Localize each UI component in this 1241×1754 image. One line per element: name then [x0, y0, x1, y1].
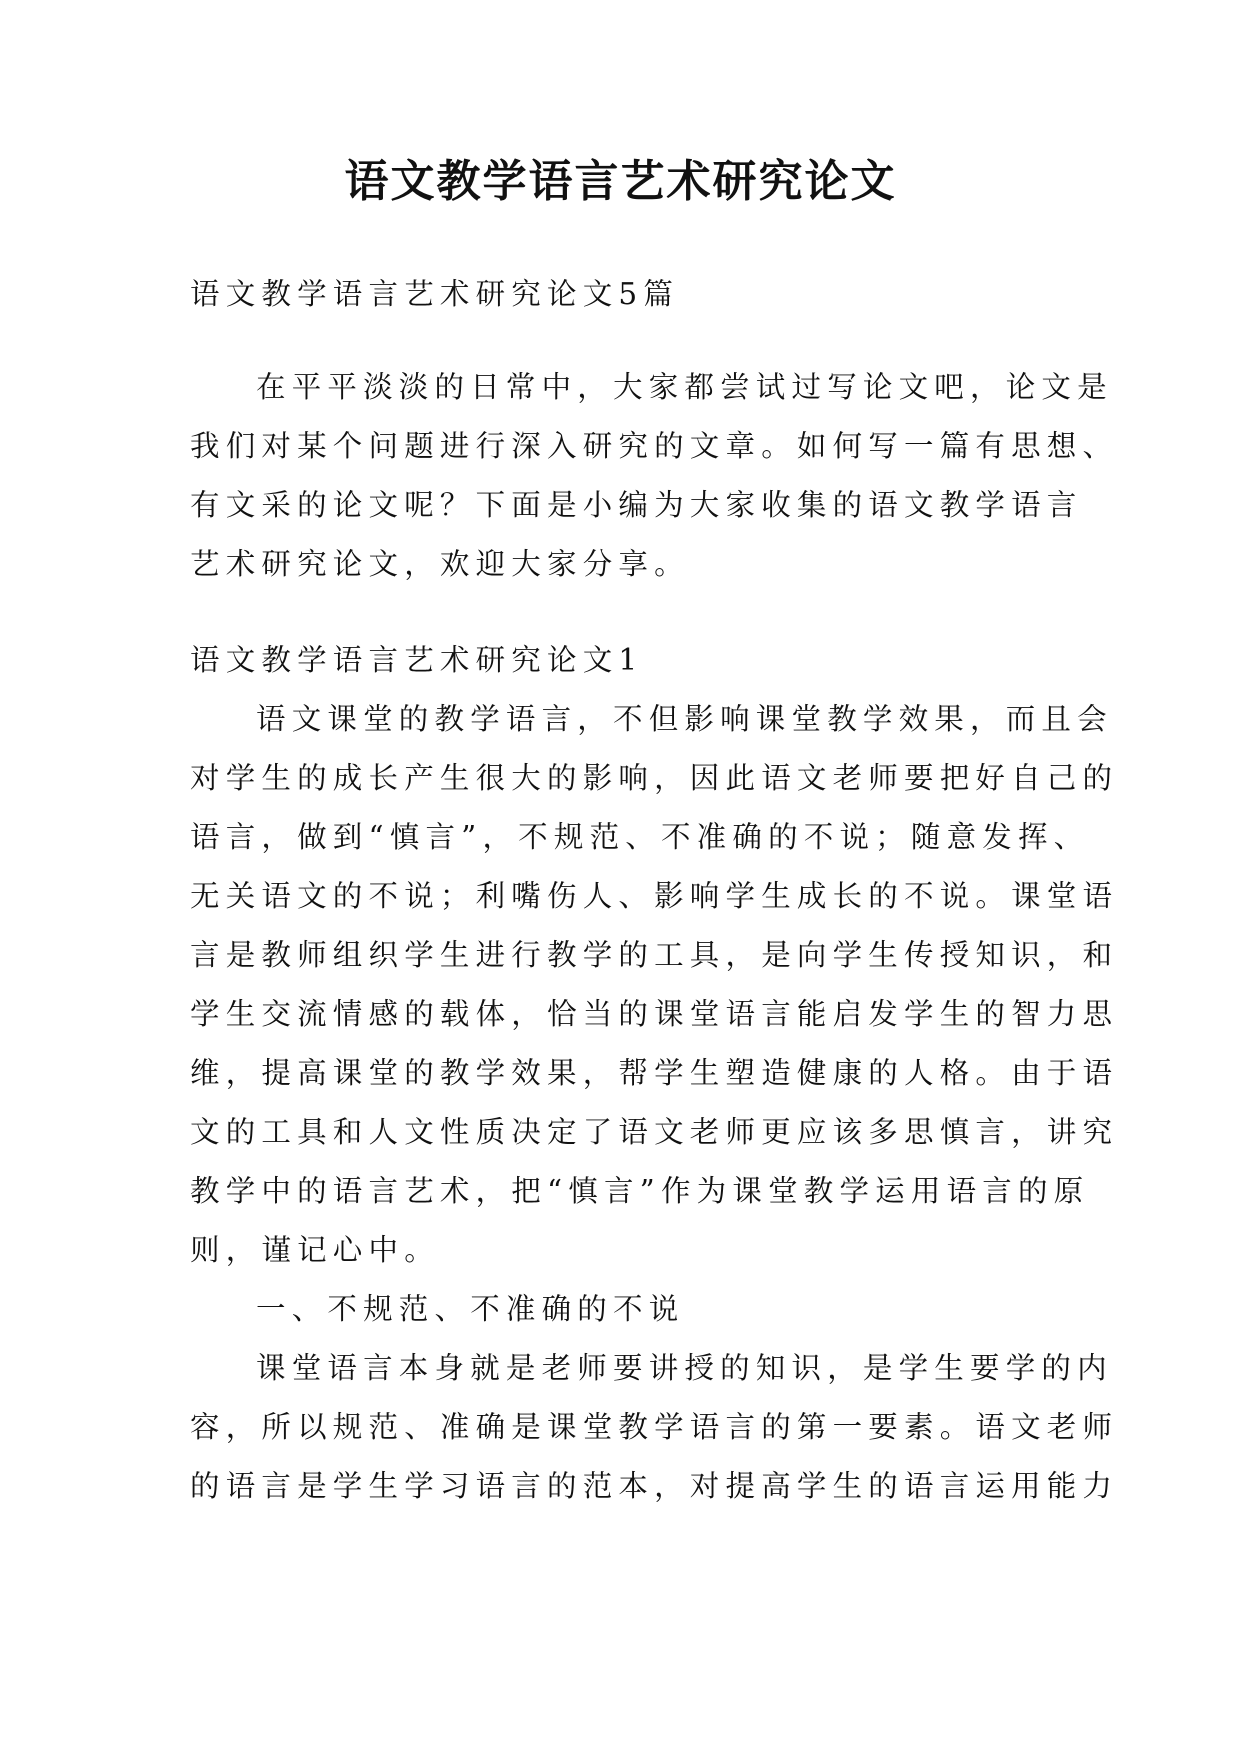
paragraph-line: 对学生的成长产生很大的影响，因此语文老师要把好自己的 — [190, 761, 1119, 795]
paragraph-line: 学生交流情感的载体，恰当的课堂语言能启发学生的智力思 — [190, 997, 1119, 1031]
section-heading: 语文教学语言艺术研究论文1 — [190, 643, 644, 677]
paragraph-line: 有文采的论文呢？下面是小编为大家收集的语文教学语言 — [190, 488, 1083, 522]
paragraph-line: 文的工具和人文性质决定了语文老师更应该多思慎言，讲究 — [190, 1115, 1119, 1149]
paragraph-line: 容，所以规范、准确是课堂教学语言的第一要素。语文老师 — [190, 1410, 1119, 1444]
paragraph-line: 课堂语言本身就是老师要讲授的知识，是学生要学的内 — [256, 1351, 1113, 1385]
paragraph-line: 的语言是学生学习语言的范本，对提高学生的语言运用能力 — [190, 1469, 1119, 1503]
subtitle-line: 语文教学语言艺术研究论文5篇 — [190, 277, 680, 311]
paragraph-line: 语言，做到“慎言”，不规范、不准确的不说；随意发挥、 — [190, 820, 1090, 854]
paragraph-line: 无关语文的不说；利嘴伤人、影响学生成长的不说。课堂语 — [190, 879, 1119, 913]
section-1 — [190, 631, 1120, 1516]
paragraph-line: 言是教师组织学生进行教学的工具，是向学生传授知识，和 — [190, 938, 1119, 972]
paragraph-line: 维，提高课堂的教学效果，帮学生塑造健康的人格。由于语 — [190, 1056, 1119, 1090]
intro-paragraph — [190, 358, 1120, 594]
paragraph-line: 艺术研究论文，欢迎大家分享。 — [190, 547, 690, 581]
document-title: 语文教学语言艺术研究论文 — [344, 156, 897, 207]
paragraph-line: 语文课堂的教学语言，不但影响课堂教学效果，而且会 — [256, 702, 1113, 736]
document-subtitle — [190, 265, 1120, 324]
paragraph-line: 我们对某个问题进行深入研究的文章。如何写一篇有思想、 — [190, 429, 1119, 463]
paragraph-line: 教学中的语言艺术，把“慎言”作为课堂教学运用语言的原 — [190, 1174, 1090, 1208]
paragraph-line: 在平平淡淡的日常中，大家都尝试过写论文吧，论文是 — [256, 370, 1113, 404]
paragraph-line: 则，谨记心中。 — [190, 1233, 440, 1267]
point-heading: 一、不规范、不准确的不说 — [256, 1292, 685, 1326]
